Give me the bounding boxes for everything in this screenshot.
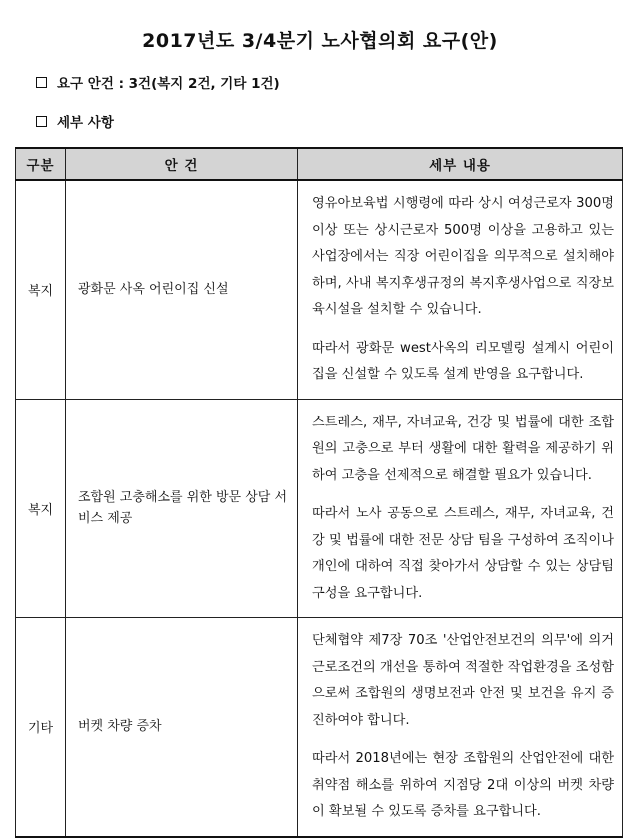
checkbox-icon <box>36 77 47 88</box>
detail-paragraph: 따라서 노사 공동으로 스트레스, 재무, 자녀교육, 건강 및 법률에 대한 전문 상담 팀을 구성하여 조직이나 개인에 대하여 직접 찾아가서 상담할 수 있는 상담팀 구성을 요구합니다. <box>312 506 614 601</box>
row-item: 광화문 사옥 어린이집 신설 <box>66 180 298 399</box>
table-row <box>16 399 623 618</box>
header-detail: 세부 내용 <box>298 148 623 180</box>
detail-paragraph: 따라서 2018년에는 현장 조합원의 산업안전에 대한 취약점 해소를 위하여 지점당 2대 이상의 버켓 차량이 확보될 수 있도록 증차를 요구합니다. <box>312 751 614 819</box>
table-header-row <box>16 148 623 180</box>
summary-text: 요구 안건 : 3건(복지 2건, 기타 1건) <box>57 76 280 92</box>
summary-line <box>36 72 280 92</box>
row-category: 복지 <box>16 399 66 618</box>
checkbox-icon <box>36 116 47 127</box>
header-category: 구분 <box>16 148 66 180</box>
details-heading: 세부 사항 <box>57 115 114 131</box>
header-item: 안 건 <box>66 148 298 180</box>
row-detail <box>298 399 623 618</box>
table-row <box>16 180 623 399</box>
row-category: 기타 <box>16 618 66 837</box>
detail-paragraph: 단체협약 제7장 70조 '산업안전보건의 의무'에 의거 근로조건의 개선을 통하여 적절한 작업환경을 조성함으로써 조합원의 생명보전과 안전 및 보건을 유지 증진하여야 합니다. <box>312 633 614 728</box>
details-heading-line <box>36 111 114 131</box>
detail-paragraph: 따라서 광화문 west사옥의 리모델링 설계시 어린이집을 신설할 수 있도록 설계 반영을 요구합니다. <box>312 340 614 382</box>
row-detail <box>298 618 623 837</box>
detail-paragraph: 영유아보육법 시행령에 따라 상시 여성근로자 300명 이상 또는 상시근로자 500명 이상을 고용하고 있는 사업장에서는 직장 어린이집을 의무적으로 설치해야 하며, 사내 복지후생규정의 복지후생사업으로 직장보육시설을 설치할 수 있습니다. <box>312 196 614 317</box>
table-row <box>16 618 623 837</box>
row-item: 조합원 고충해소를 위한 방문 상담 서비스 제공 <box>66 399 298 618</box>
document-title: 2017년도 3/4분기 노사협의회 요구(안) <box>142 30 498 52</box>
row-detail <box>298 180 623 399</box>
row-item: 버켓 차량 증차 <box>66 618 298 837</box>
row-category: 복지 <box>16 180 66 399</box>
detail-paragraph: 스트레스, 재무, 자녀교육, 건강 및 법률에 대한 조합원의 고충으로 부터 생활에 대한 활력을 제공하기 위하여 고충을 선제적으로 해결할 필요가 있습니다. <box>312 414 614 483</box>
requests-table <box>15 147 623 838</box>
